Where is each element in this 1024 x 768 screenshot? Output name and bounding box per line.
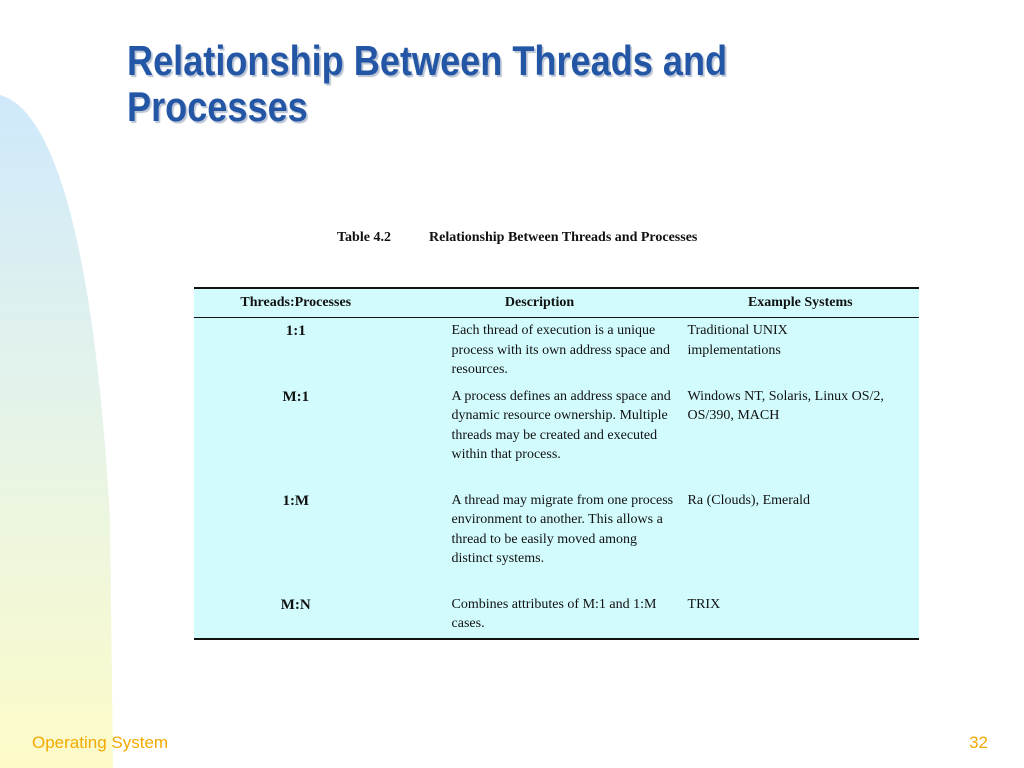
- description-text: A process defines an address space and dynamic resource ownership. Multiple threads may be created and executed within that process.: [451, 388, 671, 462]
- examples-text: Ra (Clouds), Emerald: [687, 492, 811, 508]
- examples-cell: [682, 384, 919, 488]
- description-cell: [398, 488, 682, 592]
- table-row: [194, 592, 919, 638]
- description-cell: [398, 592, 682, 638]
- examples-text: Traditional UNIX implementations: [687, 323, 788, 358]
- table-header-row: [194, 289, 919, 318]
- table-caption-number: Table 4.2: [337, 230, 391, 245]
- examples-text: TRIX: [687, 596, 721, 612]
- relation-cell: M:N: [280, 596, 311, 613]
- description-cell: [398, 384, 682, 488]
- slide-title-line-1: Relationship Between Threads and: [127, 37, 728, 84]
- relation-cell: 1:M: [282, 492, 310, 509]
- header-threads-processes: Threads:Processes: [194, 289, 398, 318]
- examples-cell: [682, 592, 919, 638]
- description-cell: [398, 318, 682, 384]
- relation-cell: M:1: [282, 388, 310, 405]
- examples-cell: [682, 318, 919, 384]
- table-caption: [337, 230, 697, 246]
- description-text: Each thread of execution is a unique process with its own address space and resources.: [451, 323, 671, 377]
- header-example-systems: Example Systems: [682, 289, 919, 318]
- table-row: [194, 488, 919, 592]
- slide-title: [127, 38, 832, 130]
- description-text: A thread may migrate from one process environment to another. This allows a thread to be easily moved among distinct systems.: [451, 492, 674, 566]
- header-description: Description: [398, 289, 682, 318]
- footer-course-name: Operating System: [32, 733, 169, 752]
- relationship-table: [194, 289, 919, 638]
- examples-cell: [682, 488, 919, 592]
- examples-text: Windows NT, Solaris, Linux OS/2, OS/390, MACH: [687, 388, 884, 423]
- slide-page-number: 32: [969, 733, 988, 752]
- description-text: Combines attributes of M:1 and 1:M cases.: [451, 596, 657, 631]
- relation-cell: 1:1: [285, 323, 306, 339]
- table-caption-title: Relationship Between Threads and Processes: [429, 230, 698, 245]
- table-row: [194, 384, 919, 488]
- table-row: [194, 318, 919, 384]
- slide-title-line-2: Processes: [127, 83, 308, 130]
- relationship-table-container: [194, 287, 919, 640]
